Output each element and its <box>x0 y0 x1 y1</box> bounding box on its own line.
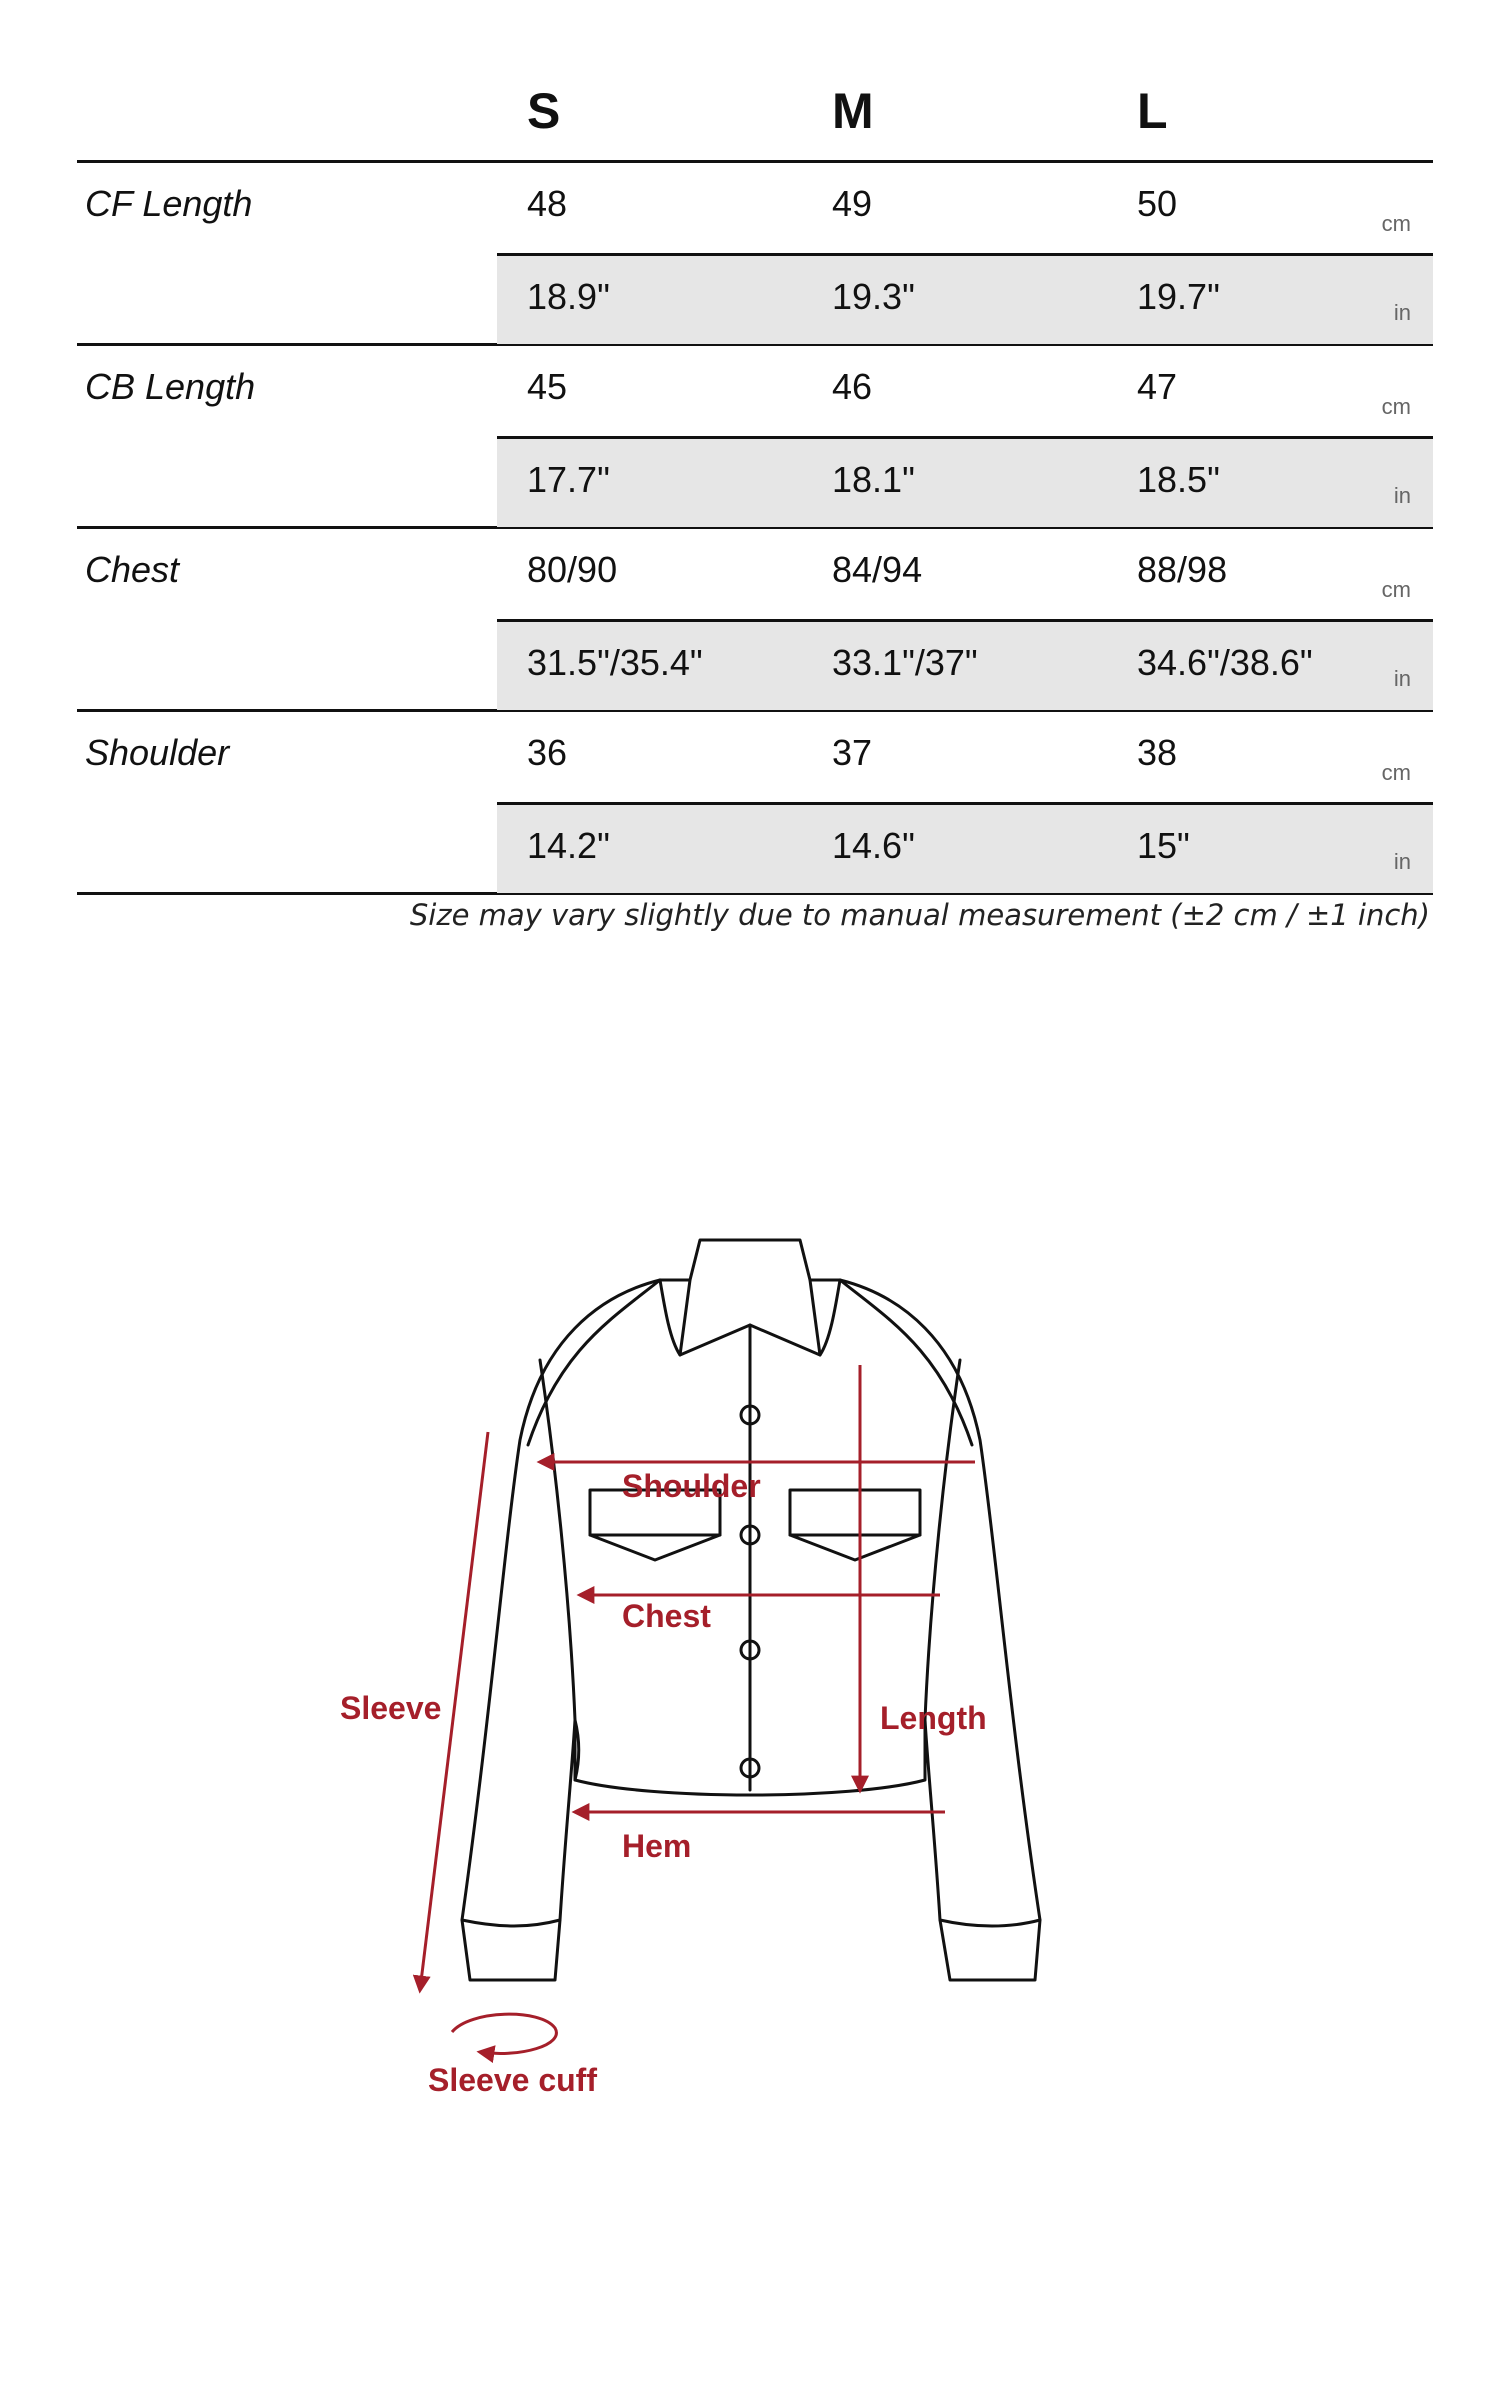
cm-row <box>497 712 1433 801</box>
size-header-row <box>77 72 1433 163</box>
unit-in: in <box>1393 300 1411 325</box>
inch-row <box>497 436 1433 527</box>
value-l-cm: 47 <box>1137 366 1178 407</box>
value-l-in: 18.5" <box>1137 459 1220 500</box>
measurement-disclaimer: Size may vary slightly due to manual measurement (±2 cm / ±1 inch) <box>409 898 1430 932</box>
hem-label: Hem <box>622 1828 692 1864</box>
value-m-in: 14.6" <box>832 825 915 866</box>
value-m-in: 33.1"/37" <box>832 642 978 683</box>
value-s-cm: 80/90 <box>527 549 618 590</box>
value-s-in: 14.2" <box>527 825 610 866</box>
jacket-illustration <box>0 1200 1500 2100</box>
measurement-label: CF Length <box>85 183 253 224</box>
value-m-cm: 49 <box>832 183 873 224</box>
sleeve-label: Sleeve <box>340 1690 442 1726</box>
measurement-group-shoulder <box>77 712 1433 895</box>
value-m-cm: 46 <box>832 366 873 407</box>
unit-cm: cm <box>1381 577 1411 602</box>
unit-cm: cm <box>1381 394 1411 419</box>
right-pocket <box>790 1490 920 1535</box>
value-l-cm: 50 <box>1137 183 1178 224</box>
length-label: Length <box>880 1700 987 1736</box>
measurement-group-cf-length <box>77 163 1433 346</box>
collar-outline <box>690 1240 810 1280</box>
value-m-in: 19.3" <box>832 276 915 317</box>
size-heading-l: L <box>1137 83 1168 139</box>
value-m-in: 18.1" <box>832 459 915 500</box>
measurement-group-cb-length <box>77 346 1433 529</box>
value-m-cm: 84/94 <box>832 549 923 590</box>
cm-row <box>497 163 1433 252</box>
value-l-cm: 88/98 <box>1137 549 1228 590</box>
size-chart-table <box>77 72 1433 895</box>
inch-row <box>497 253 1433 344</box>
chest-label: Chest <box>622 1598 711 1634</box>
value-s-cm: 36 <box>527 732 568 773</box>
value-l-in: 19.7" <box>1137 276 1220 317</box>
unit-in: in <box>1393 666 1411 691</box>
value-l-in: 34.6"/38.6" <box>1137 642 1313 683</box>
inch-row <box>497 619 1433 710</box>
value-l-cm: 38 <box>1137 732 1178 773</box>
unit-in: in <box>1393 849 1411 874</box>
jacket-measurement-diagram <box>0 1200 1500 2100</box>
value-s-in: 17.7" <box>527 459 610 500</box>
cm-row <box>497 346 1433 435</box>
cm-row <box>497 529 1433 618</box>
unit-cm: cm <box>1381 211 1411 236</box>
value-s-in: 18.9" <box>527 276 610 317</box>
sleeve-cuff-arrow <box>452 2014 556 2053</box>
size-heading-m: M <box>832 83 874 139</box>
unit-in: in <box>1393 483 1411 508</box>
shoulder-label: Shoulder <box>622 1468 761 1504</box>
right-sleeve-outline <box>840 1280 1040 1980</box>
measurement-label: Chest <box>85 549 180 590</box>
value-s-in: 31.5"/35.4" <box>527 642 703 683</box>
measurement-group-chest <box>77 529 1433 712</box>
inch-row <box>497 802 1433 893</box>
value-s-cm: 45 <box>527 366 568 407</box>
measurement-label: CB Length <box>85 366 256 407</box>
unit-cm: cm <box>1381 760 1411 785</box>
value-s-cm: 48 <box>527 183 568 224</box>
value-m-cm: 37 <box>832 732 873 773</box>
sleeve-cuff-label: Sleeve cuff <box>428 2062 597 2098</box>
measurement-label: Shoulder <box>85 732 230 773</box>
size-heading-s: S <box>527 83 561 139</box>
value-l-in: 15" <box>1137 825 1190 866</box>
